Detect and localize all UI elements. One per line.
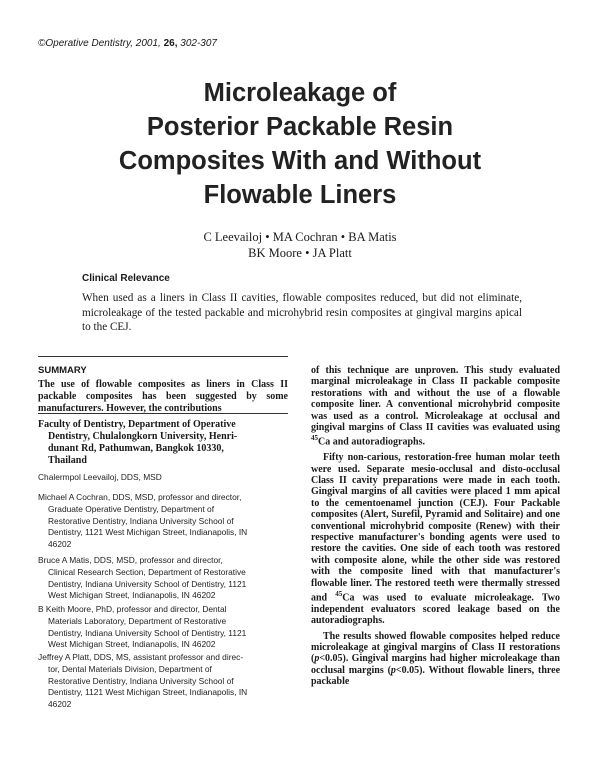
text-run: Ca and autoradiographs. <box>318 436 425 448</box>
author-affiliation <box>38 555 288 602</box>
affiliation-line: Michael A Cochran, DDS, MSD, professor and director, <box>38 492 242 502</box>
affiliation-line: Graduate Operative Dentistry, Department of <box>48 503 215 514</box>
text-run: Ca was used to evaluate microleakage. Two independent evaluators scored leakage based on the autoradiographs. <box>311 592 561 627</box>
title-line: Composites With and Without <box>118 147 482 175</box>
affiliation-line: Restorative Dentistry, Indiana University School of <box>48 675 234 686</box>
faculty-line: Dentistry, Chulalongkorn University, Henri- <box>48 431 238 442</box>
faculty-line: Thailand <box>48 455 87 466</box>
affiliation-line: B Keith Moore, PhD, professor and director, Dental <box>38 604 227 614</box>
abstract-paragraph <box>311 452 560 626</box>
author-affiliation <box>38 472 288 484</box>
journal-volume: 26, <box>163 38 178 49</box>
copyright-symbol: © <box>38 38 46 49</box>
divider <box>38 356 288 357</box>
affiliation-line: West Michigan Street, Indianapolis, IN 46202 <box>48 639 216 650</box>
title-line: Posterior Packable Resin <box>146 113 454 141</box>
clinical-relevance-text: When used as a liners in Class II cavities, flowable composites reduced, but did not eliminate, microleakage of the tested packable and microhybrid resin composites at gingival margins apical to the CEJ. <box>82 292 522 333</box>
affiliation-line: Dentistry, Indiana University School of Dentistry, 1121 <box>48 578 247 589</box>
abstract-right-column <box>311 365 560 688</box>
journal-name: Operative Dentistry, 2001, <box>45 38 161 49</box>
title-line: Microleakage of <box>203 79 397 107</box>
affiliation-line: 46202 <box>48 699 72 710</box>
text-run: The results showed flowable composites helped reduce microleakage at gingival margins of Class II restorations ( <box>311 630 560 665</box>
affiliation-line: Dentistry, 1121 West Michigan Street, Indianapolis, IN <box>48 527 248 538</box>
summary-text: The use of flowable composites as liners in Class II packable composites has been suggested by some manufacturers. However, the contributions <box>38 379 288 414</box>
superscript: 45 <box>335 590 343 599</box>
superscript: 45 <box>311 434 318 443</box>
text-run: <0.05). Without flowable liners, three packable <box>311 664 561 688</box>
summary-heading: SUMMARY <box>38 365 87 376</box>
affiliation-line: Materials Laboratory, Department of Restorative <box>48 615 227 626</box>
clinical-relevance-heading: Clinical Relevance <box>82 273 170 284</box>
affiliation-line: West Michigan Street, Indianapolis, IN 46202 <box>48 590 216 601</box>
affiliation-line: Restorative Dentistry, Indiana University School of <box>48 515 234 526</box>
faculty-line: dunant Rd, Pathumwan, Bangkok 10330, <box>48 443 224 454</box>
author-list <box>40 229 560 261</box>
text-run: <0.05). Gingival margins had higher microleakage than occlusal margins ( <box>311 653 560 676</box>
abstract-paragraph <box>311 631 560 688</box>
affiliation-line: Bruce A Matis, DDS, MSD, professor and director, <box>38 555 223 565</box>
faculty-line: Faculty of Dentistry, Department of Operative <box>38 419 236 430</box>
affiliation-divider <box>38 413 288 414</box>
author-affiliation <box>38 604 288 651</box>
title-line: Flowable Liners <box>203 181 397 209</box>
journal-pages: 302-307 <box>180 38 217 49</box>
italic-run: p <box>314 653 320 665</box>
author-affiliation <box>38 492 288 551</box>
affiliation-line: Dentistry, Indiana University School of Dentistry, 1121 <box>48 627 247 638</box>
paper-title <box>40 76 560 212</box>
author-affiliation <box>38 652 288 711</box>
text-run: Fifty non-carious, restoration-free human molar teeth were used. Separate mesio-occlusal and disto-occlusal Class II cavity preparations were made in each tooth. Gingival margins of all cavities were placed 1 mm apical to the cementoenamel junction (CEJ). Four Packable composites (Alert, Surefil, Pyramid and Solitaire) and one conventional microhybrid composite (Renew) with their respective manufacturer's bonding agents were used to restore the cavities. One side of each tooth was restored with composite alone, while the other side was restored with the composite lined with that manufacturer's flowable liner. The restored teeth were thermally stressed and <box>311 452 560 604</box>
faculty-affiliation <box>38 419 288 467</box>
journal-citation <box>38 38 217 49</box>
affiliation-line: Clinical Research Section, Department of Restorative <box>48 566 246 577</box>
affiliation-line: tor, Dental Materials Division, Department of <box>48 663 212 674</box>
affiliation-line: Dentistry, 1121 West Michigan Street, Indianapolis, IN <box>48 687 248 698</box>
affiliation-line: 46202 <box>48 539 72 550</box>
text-run: of this technique are unproven. This study evaluated marginal microleakage in Class II packable composite restorations with and without the use of a flowable composite liner. A conventional microhybrid composite was used as a control. Microleakage at occlusal and gingival margins of Class II cavities was evaluated using <box>311 365 560 434</box>
italic-run: p <box>390 664 396 676</box>
author-line: BK Moore • JA Platt <box>248 246 352 260</box>
author-line: C Leevailoj • MA Cochran • BA Matis <box>203 230 397 244</box>
affiliation-line: Jeffrey A Platt, DDS, MS, assistant professor and direc- <box>38 652 244 662</box>
affiliation-line: Chalermpol Leevailoj, DDS, MSD <box>38 472 162 482</box>
abstract-paragraph <box>311 365 560 448</box>
